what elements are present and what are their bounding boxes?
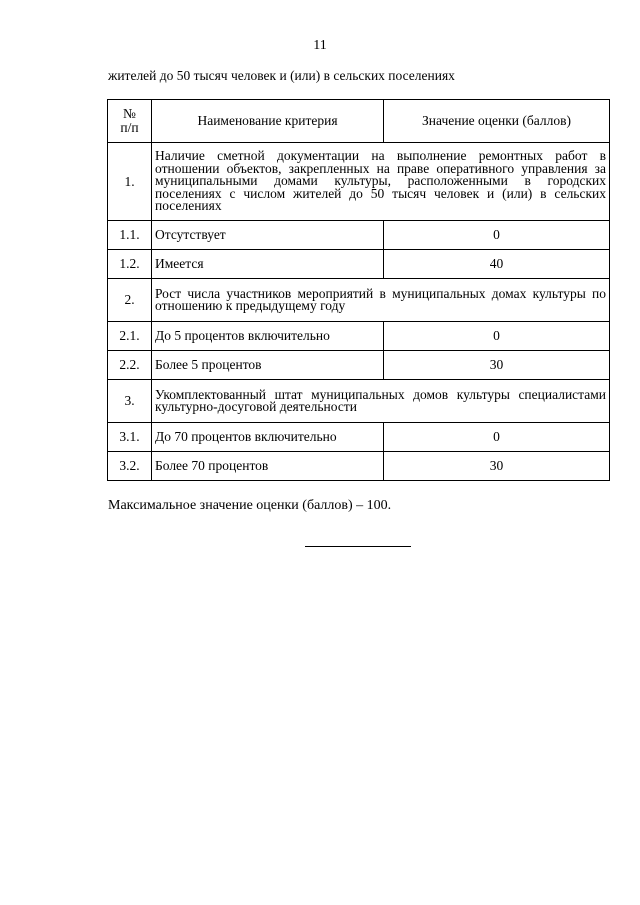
table-row: [108, 279, 610, 322]
row-num: 3.2.: [108, 452, 152, 481]
header-name: Наименование критерия: [152, 100, 384, 143]
criterion-text: Рост числа участников мероприятий в муниципальных домах культуры по отношению к предыдущему году: [152, 279, 610, 322]
row-value: 40: [384, 250, 610, 279]
row-name: До 70 процентов включительно: [152, 423, 384, 452]
row-num: 1.: [108, 143, 152, 221]
row-num: 3.1.: [108, 423, 152, 452]
table-header-row: [108, 100, 610, 143]
criterion-text: Наличие сметной документации на выполнение ремонтных работ в отношении объектов, закрепленных на праве оперативного управления за муниципальными домами культуры, расположенными в городских поселениях с числом жителей до 50 тысяч человек и (или) в сельских поселениях: [152, 143, 610, 221]
table-row: [108, 322, 610, 351]
table-row: [108, 452, 610, 481]
row-value: 30: [384, 452, 610, 481]
table-row: [108, 221, 610, 250]
row-num: 1.1.: [108, 221, 152, 250]
row-num: 2.1.: [108, 322, 152, 351]
intro-text: жителей до 50 тысяч человек и (или) в сельских поселениях: [108, 68, 455, 83]
criterion-text: Укомплектованный штат муниципальных домов культуры специалистами культурно-досуговой деятельности: [152, 380, 610, 423]
row-name: Более 5 процентов: [152, 351, 384, 380]
header-num: [108, 100, 152, 143]
row-value: 0: [384, 322, 610, 351]
closing-rule: [305, 546, 411, 547]
row-name: Более 70 процентов: [152, 452, 384, 481]
row-name: Отсутствует: [152, 221, 384, 250]
row-num: 1.2.: [108, 250, 152, 279]
criteria-table: [107, 99, 610, 481]
row-name: До 5 процентов включительно: [152, 322, 384, 351]
table-row: [108, 351, 610, 380]
header-value: Значение оценки (баллов): [384, 100, 610, 143]
page-number: 11: [313, 38, 327, 53]
row-num: 2.: [108, 279, 152, 322]
row-value: 0: [384, 423, 610, 452]
row-value: 30: [384, 351, 610, 380]
row-num: 3.: [108, 380, 152, 423]
table-row: [108, 250, 610, 279]
table-row: [108, 423, 610, 452]
header-num-label: № п/п: [120, 106, 139, 135]
max-score-text: Максимальное значение оценки (баллов) – 100.: [108, 498, 392, 513]
table-row: [108, 143, 610, 221]
table-row: [108, 380, 610, 423]
row-value: 0: [384, 221, 610, 250]
row-name: Имеется: [152, 250, 384, 279]
row-num: 2.2.: [108, 351, 152, 380]
